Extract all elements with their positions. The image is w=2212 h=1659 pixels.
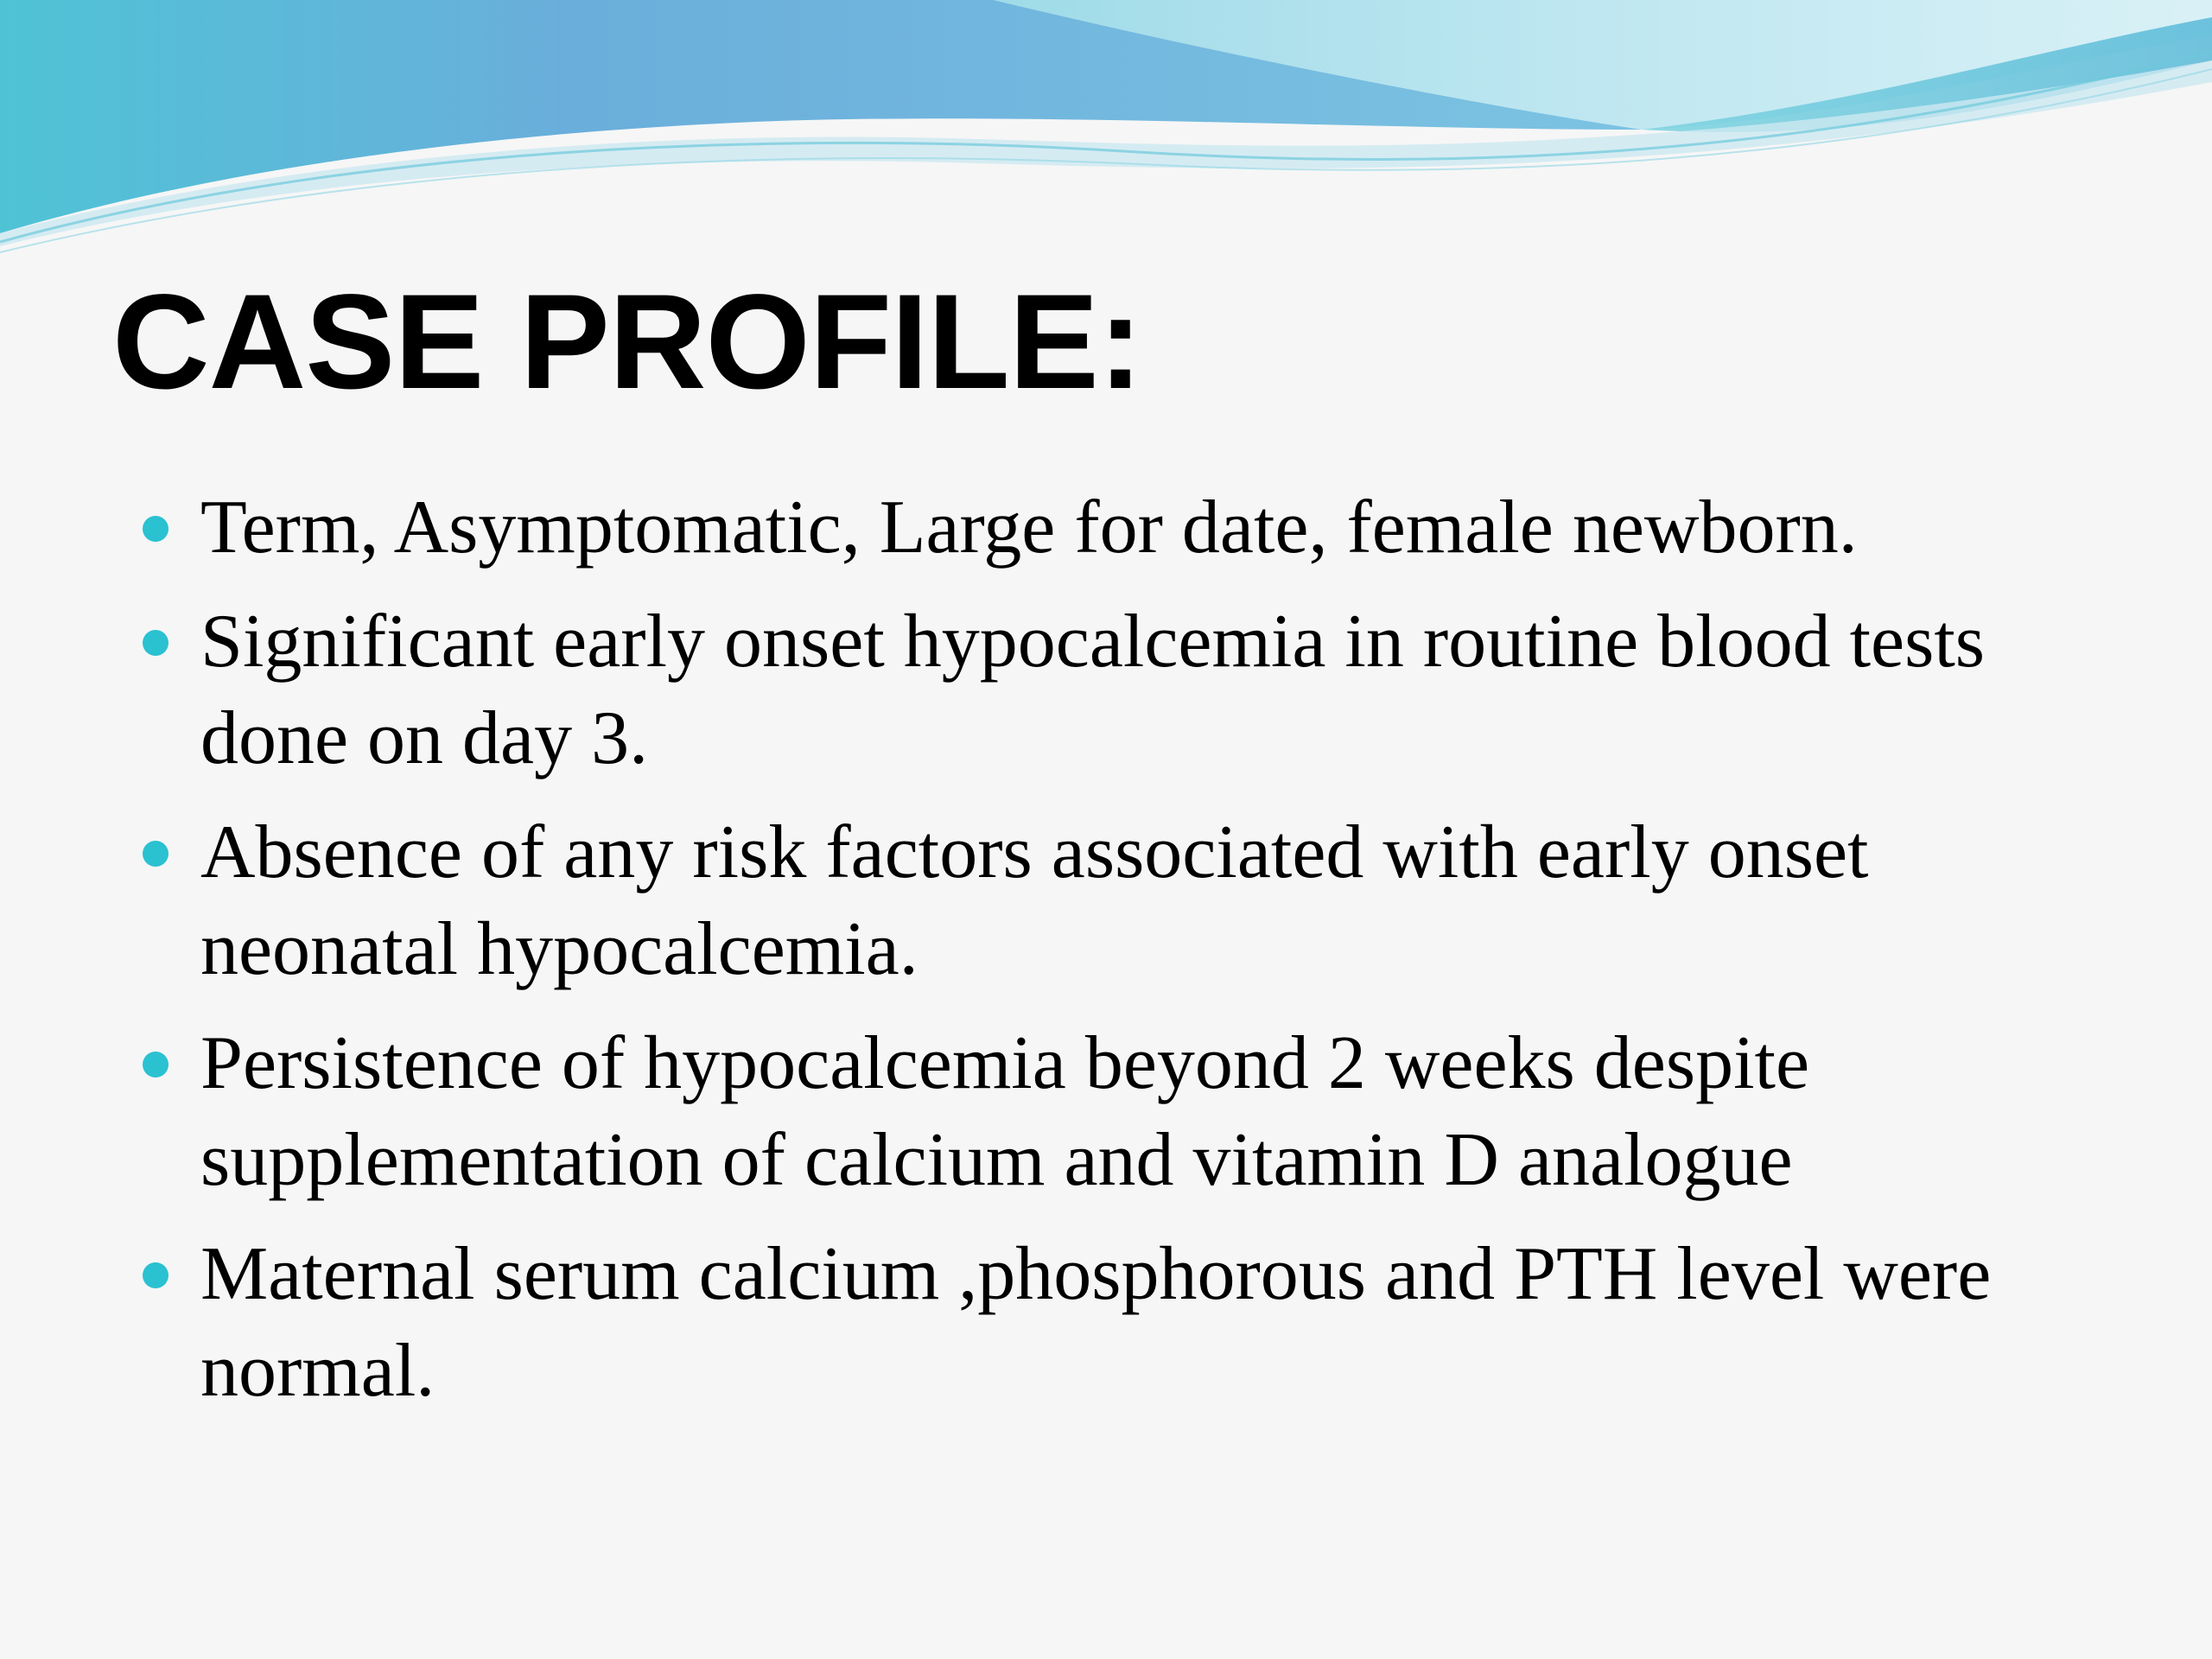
list-item xyxy=(138,1015,2108,1209)
bullet-icon xyxy=(143,841,168,867)
slide-title: CASE PROFILE: xyxy=(112,267,1142,417)
bullet-text: Term, Asymptomatic, Large for date, female newborn. xyxy=(200,486,1858,569)
wave-header-decoration xyxy=(0,0,2212,276)
list-item xyxy=(138,1226,2108,1420)
bullet-text: Significant early onset hypocalcemia in routine blood tests done on day 3. xyxy=(200,600,1986,780)
bullet-icon xyxy=(143,1052,168,1077)
bullet-list xyxy=(138,480,2108,1437)
list-item xyxy=(138,480,2108,576)
bullet-icon xyxy=(143,1262,168,1288)
bullet-icon xyxy=(143,630,168,656)
bullet-text: Persistence of hypocalcemia beyond 2 weeks despite supplementation of calcium and vitamin D analogue xyxy=(200,1021,1810,1202)
list-item xyxy=(138,594,2108,787)
bullet-icon xyxy=(143,516,168,542)
bullet-text: Absence of any risk factors associated with early onset neonatal hypocalcemia. xyxy=(200,810,1869,991)
bullet-text: Maternal serum calcium ,phosphorous and PTH level were normal. xyxy=(200,1232,1992,1413)
list-item xyxy=(138,804,2108,998)
